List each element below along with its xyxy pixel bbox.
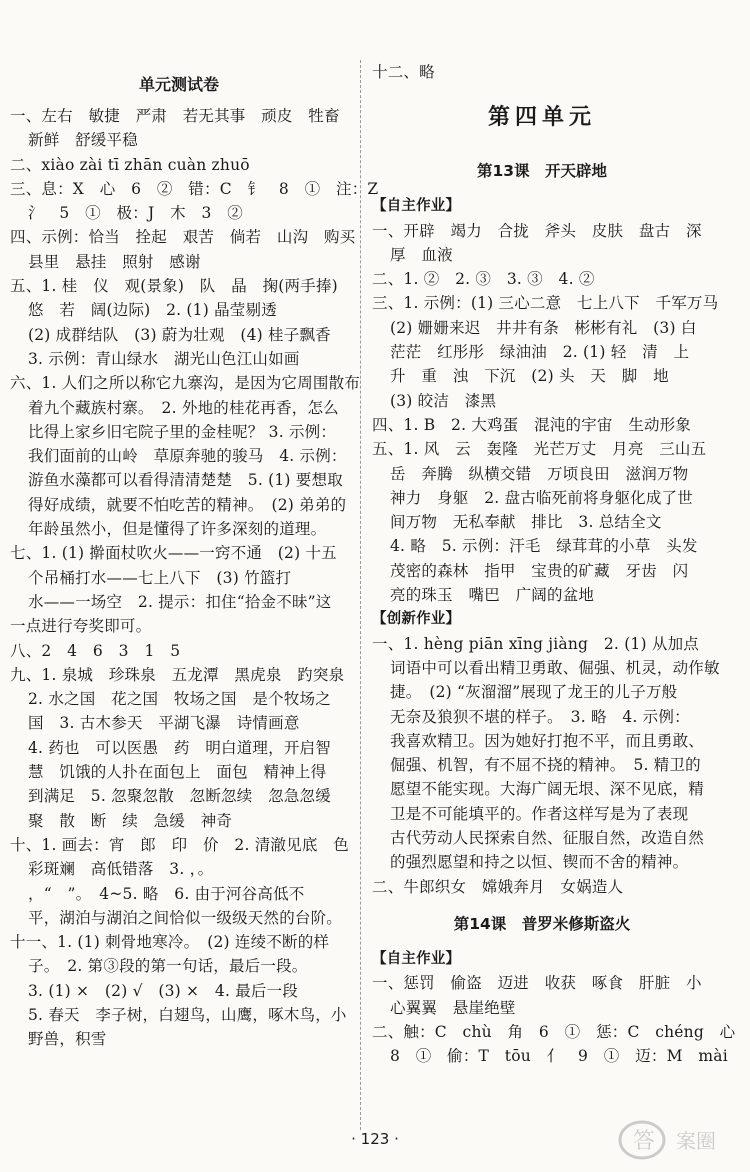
lesson-14-self-homework-tag: 【自主作业】 <box>372 950 461 967</box>
answer-line: 新鲜 舒缓平稳 <box>28 131 138 150</box>
answer-line: 一、左右 敏捷 严肃 若无其事 顽皮 牲畜 <box>10 107 340 125</box>
answer-line: 着九个藏族村寨。 2. 外地的桂花再香，怎么 <box>28 398 339 417</box>
answer-line: 平，湖泊与湖泊之间恰似一级级天然的台阶。 <box>28 908 343 927</box>
answer-line: 亮的珠玉 嘴巴 广阔的盆地 <box>390 586 595 605</box>
answer-line: 慧 饥饿的人扑在面包上 面包 精神上得 <box>28 763 327 782</box>
column-divider <box>360 60 361 1130</box>
answer-line: 倔强、机智，有不屈不挠的精神。 5. 精卫的 <box>390 756 701 775</box>
answer-line: 一、惩罚 偷盗 迈进 收获 啄食 肝脏 小 <box>372 974 702 993</box>
answer-line: 神力 身躯 2. 盘古临死前将身躯化成了世 <box>390 488 693 507</box>
svg-text:答: 答 <box>632 1129 656 1154</box>
answer-line: 一、开辟 竭力 合拢 斧头 皮肤 盘古 深 <box>372 221 702 240</box>
lesson-14-self-answers <box>372 971 736 1068</box>
answer-line: 间万物 无私奉献 排比 3. 总结全文 <box>390 513 662 532</box>
answer-line: 词语中可以看出精卫勇敢、倔强、机灵，动作敏 <box>390 658 720 677</box>
answer-line: 升 重 浊 下沉 (2) 头 天 脚 地 <box>390 367 669 386</box>
answer-line: 县里 悬挂 照射 感谢 <box>28 252 201 271</box>
unit-title: 第四单元 <box>487 105 596 131</box>
answer-line: 二、1. ② 2. ③ 3. ③ 4. ② <box>372 270 595 289</box>
answer-line: 二、触：C chù 角 6 ① 惩：C chéng 心 <box>372 1022 736 1041</box>
answer-line: 3. (1) × (2) √ (3) × 4. 最后一段 <box>28 981 299 1000</box>
answer-line: 3. 示例：青山绿水 湖光山色江山如画 <box>28 349 300 368</box>
answer-line: 茫茫 红彤彤 绿油油 2. (1) 轻 清 上 <box>390 343 690 362</box>
answer-line: 彩斑斓 高低错落 3. ，。 <box>28 860 214 879</box>
answer-line: 十、1. 画去：宵 郎 印 价 2. 清澈见底 色 <box>10 835 349 854</box>
answer-line: 5. 春天 李子树，白翅鸟，山鹰，啄木鸟，小 <box>28 1005 347 1024</box>
answer-line: 比得上家乡旧宅院子里的金桂呢？ 3. 示例： <box>28 422 337 441</box>
answer-line: 五、1. 风 云 轰隆 光芒万丈 月亮 三山五 <box>372 440 707 459</box>
answer-line: 得好成绩，就要不怕吃苦的精神。 (2) 弟弟的 <box>28 495 347 514</box>
watermark-logo <box>614 1114 734 1164</box>
answer-line: 无奈及狼狈不堪的样子。 3. 略 4. 示例： <box>390 707 690 726</box>
answer-line: 2. 水之国 花之国 牧场之国 是个牧场之 <box>28 690 331 709</box>
answer-line: 茂密的森林 指甲 宝贵的矿藏 牙齿 闪 <box>390 561 689 580</box>
answer-line: 我们面前的山岭 草原奔驰的骏马 4. 示例： <box>28 447 347 466</box>
lesson-13-self-answers <box>372 219 719 608</box>
answer-line: 4. 药也 可以医愚 药 明白道理，开启智 <box>28 738 331 757</box>
answer-line: 八、2 4 6 3 1 5 <box>10 641 181 660</box>
answer-line: 四、示例：恰当 拴起 艰苦 倘若 山沟 购买 <box>10 228 356 247</box>
answer-line: ，“ ”。 4~5. 略 6. 由于河谷高低不 <box>28 884 305 903</box>
section-title: 单元测试卷 <box>138 75 219 94</box>
answer-line: 我喜欢精卫。因为她好打抱不平，而且勇敢、 <box>390 731 705 750</box>
left-answer-lines <box>10 104 379 1052</box>
answer-line: 古代劳动人民探索自然、征服自然，改造自然 <box>390 829 705 848</box>
lesson-13-creative-homework-tag: 【创新作业】 <box>372 611 461 628</box>
answer-line: 三、1. 示例：(1) 三心二意 七上八下 千军万马 <box>372 294 719 313</box>
answer-line: 九、1. 泉城 珍珠泉 五龙潭 黑虎泉 趵突泉 <box>10 665 345 684</box>
answer-line: 岳 奔腾 纵横交错 万顷良田 滋润万物 <box>390 464 689 483</box>
answer-line: 到满足 5. 忽聚忽散 忽断忽续 忽急忽缓 <box>28 787 331 806</box>
right-column <box>372 60 736 1068</box>
answer-line: 游鱼水藻都可以看得清清楚楚 5. (1) 要想取 <box>28 471 343 490</box>
answer-line: 十一、1. (1) 刺骨地寒冷。 (2) 连绫不断的样 <box>10 933 330 952</box>
answer-line: 8 ① 偷：T tōu 亻 9 ① 迈：M mài <box>390 1047 728 1066</box>
answer-line: 个吊桶打水——七上八下 (3) 竹篮打 <box>28 568 292 587</box>
answer-line: 六、1. 人们之所以称它九寨沟，是因为它周围散布 <box>10 374 361 393</box>
answer-line: (2) 姗姗来迟 井井有条 彬彬有礼 (3) 白 <box>390 318 697 337</box>
left-column <box>10 60 379 1052</box>
answer-line: 子。 2. 第③段的第一句话，最后一段。 <box>28 957 308 976</box>
page-number: · 123 · <box>351 1130 399 1148</box>
lesson-14-title: 第14课 普罗米修斯盗火 <box>453 914 631 933</box>
answer-line: (3) 皎洁 漆黑 <box>390 391 497 410</box>
answer-line: 聚 散 断 续 急缓 神奇 <box>28 811 233 830</box>
svg-text:案圈: 案圈 <box>676 1129 716 1153</box>
answer-line: 4. 略 5. 示例：汗毛 绿茸茸的小草 头发 <box>390 537 698 556</box>
answer-line: 的强烈愿望和持之以恒、锲而不舍的精神。 <box>390 853 689 872</box>
answer-line: 一、1. hèng piān xīng jiàng 2. (1) 从加点 <box>372 634 699 653</box>
answer-line: 七、1. (1) 擀面杖吹火——一窍不通 (2) 十五 <box>10 544 337 563</box>
answer-line: 年龄虽然小，但是懂得了许多深刻的道理。 <box>28 520 327 539</box>
answer-line: 国 3. 古木参天 平湖飞瀑 诗情画意 <box>28 714 300 733</box>
answer-line: 野兽，积雪 <box>28 1030 107 1049</box>
lesson-13-creative-answers <box>372 632 720 899</box>
answer-line: (2) 成群结队 (3) 蔚为壮观 (4) 桂子飘香 <box>28 325 331 344</box>
answer-line: 四、1. B 2. 大鸡蛋 混沌的宇宙 生动形象 <box>372 415 692 434</box>
answer-line: 悠 若 阔(边际) 2. (1) 晶莹剔透 <box>28 301 277 320</box>
answer-line: 五、1. 桂 仪 观(景象) 队 晶 掬(两手捧) <box>10 277 338 296</box>
answer-line: 卫是不可能填平的。作者这样写是为了表现 <box>390 804 689 823</box>
answer-line: 愿望不能实现。大海广阔无垠、深不见底，精 <box>390 780 705 799</box>
answer-line-12: 十二、略 <box>372 63 435 81</box>
answer-line: 水——一场空 2. 提示：扣住“拾金不昧”这 <box>28 592 332 611</box>
lesson-13-self-homework-tag: 【自主作业】 <box>372 198 461 215</box>
answer-line: 心翼翼 悬崖绝壁 <box>390 998 516 1017</box>
answer-line: 一点进行夸奖即可。 <box>10 617 152 636</box>
answer-line: 二、牛郎织女 嫦娥奔月 女娲造人 <box>372 877 624 896</box>
answer-line: 二、xiào zài tī zhān cuàn zhuō <box>10 155 250 174</box>
answer-line: 氵 5 ① 极：J 木 3 ② <box>28 204 243 223</box>
answer-line: 三、息：X 心 6 ② 错：C 钅 8 ① 注：Z <box>10 179 379 198</box>
answer-line: 捷。 (2) “灰溜溜”展现了龙王的儿子万般 <box>390 683 678 702</box>
lesson-13-title: 第13课 开天辟地 <box>476 162 608 181</box>
answer-line: 厚 血液 <box>390 245 453 264</box>
